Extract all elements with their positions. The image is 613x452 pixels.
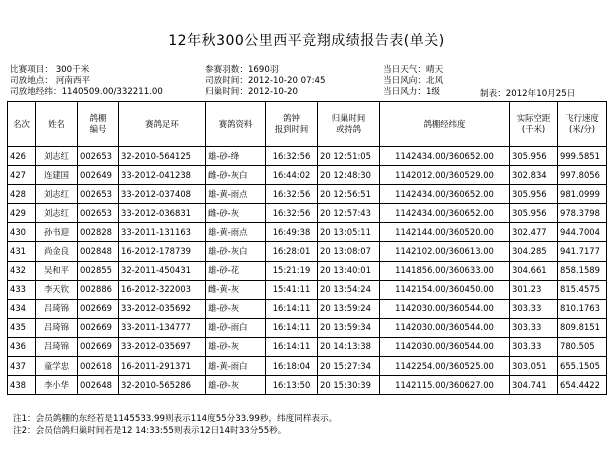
table-cell: 002618	[78, 357, 119, 376]
table-cell: 1142434.00/360652.00	[380, 185, 510, 204]
meta-weather: 当日天气：晴天	[383, 65, 444, 75]
table-cell: 301.23	[510, 280, 558, 299]
meta-wind-direction: 当日风向：北风	[383, 76, 444, 86]
col-distance: 实际空距 (千米)	[510, 102, 558, 147]
table-cell: 428	[8, 185, 36, 204]
table-cell: 002653	[78, 204, 119, 223]
table-cell: 吕琦锦	[36, 299, 78, 318]
table-row	[8, 376, 607, 395]
table-cell: 20 12:57:43	[318, 204, 380, 223]
table-cell: 20 13:08:07	[318, 242, 380, 261]
table-cell: 437	[8, 357, 36, 376]
col-rank: 名次	[8, 102, 36, 147]
table-cell: 303.33	[510, 318, 558, 337]
table-cell: 15:21:19	[266, 261, 318, 280]
table-cell: 433	[8, 280, 36, 299]
table-cell: 302.477	[510, 223, 558, 242]
meta-release-time: 司放时间：2012-10-20 07:45	[205, 76, 326, 86]
table-cell: 1142012.00/360529.00	[380, 166, 510, 185]
table-cell: 002848	[78, 242, 119, 261]
table-cell: 1142102.00/360613.00	[380, 242, 510, 261]
table-cell: 809.8151	[558, 318, 607, 337]
table-cell: 1142030.00/360544.00	[380, 299, 510, 318]
table-cell: 430	[8, 223, 36, 242]
table-cell: 刘志红	[36, 185, 78, 204]
table-cell: 002669	[78, 337, 119, 356]
table-cell: 雄-砂-灰	[206, 376, 266, 395]
table-cell: 304.661	[510, 261, 558, 280]
table-cell: 1141856.00/360633.00	[380, 261, 510, 280]
table-cell: 1142030.00/360544.00	[380, 337, 510, 356]
table-cell: 654.4422	[558, 376, 607, 395]
table-cell: 20 15:27:34	[318, 357, 380, 376]
table-cell: 429	[8, 204, 36, 223]
table-cell: 1142030.00/360544.00	[380, 318, 510, 337]
table-cell: 雌-砂-灰	[206, 204, 266, 223]
table-cell: 002649	[78, 166, 119, 185]
table-cell: 303.33	[510, 299, 558, 318]
table-cell: 780.505	[558, 337, 607, 356]
table-cell: 303.051	[510, 357, 558, 376]
table-cell: 雄-砂-雨白	[206, 318, 266, 337]
table-cell: 002855	[78, 261, 119, 280]
table-row	[8, 204, 607, 223]
table-row	[8, 147, 607, 166]
table-row	[8, 242, 607, 261]
table-cell: 15:41:11	[266, 280, 318, 299]
table-cell: 997.8056	[558, 166, 607, 185]
table-cell: 427	[8, 166, 36, 185]
meta-right	[383, 65, 443, 98]
table-cell: 16:14:11	[266, 299, 318, 318]
table-cell: 33-2012-037408	[119, 185, 206, 204]
table-row	[8, 261, 607, 280]
table-cell: 426	[8, 147, 36, 166]
footnote-2: 注2：会员信鸽归巢时间若是12 14:33:55则表示12日14时33分55秒。	[13, 426, 287, 436]
table-cell: 981.0999	[558, 185, 607, 204]
table-cell: 雄-黄-雨点	[206, 223, 266, 242]
table-cell: 1142254.00/360525.00	[380, 357, 510, 376]
table-cell: 16:14:11	[266, 318, 318, 337]
table-cell: 305.956	[510, 204, 558, 223]
table-cell: 33-2012-035697	[119, 337, 206, 356]
table-cell: 999.5851	[558, 147, 607, 166]
table-cell: 雌-砂-灰白	[206, 166, 266, 185]
table-row	[8, 166, 607, 185]
table-cell: 33-2012-035692	[119, 299, 206, 318]
table-cell: 20 12:56:51	[318, 185, 380, 204]
table-cell: 32-2010-565286	[119, 376, 206, 395]
table-cell: 1142434.00/360652.00	[380, 204, 510, 223]
table-cell: 432	[8, 261, 36, 280]
table-cell: 连建国	[36, 166, 78, 185]
table-cell: 雌-黄-灰	[206, 280, 266, 299]
table-cell: 33-2012-041238	[119, 166, 206, 185]
col-arrival: 归巢时间 或持鸽	[318, 102, 380, 147]
table-cell: 1142115.00/360627.00	[380, 376, 510, 395]
table-cell: 002653	[78, 147, 119, 166]
table-cell: 002653	[78, 185, 119, 204]
table-cell: 李天钦	[36, 280, 78, 299]
table-cell: 002669	[78, 318, 119, 337]
table-cell: 16:32:56	[266, 147, 318, 166]
table-cell: 20 12:51:05	[318, 147, 380, 166]
table-cell: 孙书迎	[36, 223, 78, 242]
table-cell: 438	[8, 376, 36, 395]
table-cell: 吕琦锦	[36, 337, 78, 356]
table-cell: 305.956	[510, 185, 558, 204]
table-row	[8, 223, 607, 242]
meta-wind-force: 当日风力：1级	[383, 87, 441, 97]
table-cell: 002669	[78, 299, 119, 318]
footnote-1: 注1：会员鸽棚的东经若是1145533.99则表示114度55分33.99秒，纬度同样表示。	[13, 414, 338, 424]
table-cell: 1142434.00/360652.00	[380, 147, 510, 166]
meta-entries: 参赛羽数：1690羽	[205, 65, 279, 75]
table-cell: 20 13:05:11	[318, 223, 380, 242]
table-cell: 16:49:38	[266, 223, 318, 242]
report-title: 12年秋300公里西平竞翔成绩报告表(单关)	[168, 33, 445, 49]
col-speed: 飞行速度 (米/分)	[558, 102, 607, 147]
table-cell: 815.4575	[558, 280, 607, 299]
col-name: 姓名	[36, 102, 78, 147]
table-cell: 20 15:30:39	[318, 376, 380, 395]
table-cell: 655.1505	[558, 357, 607, 376]
table-cell: 雄-黄-雨点	[206, 185, 266, 204]
table-cell: 20 13:40:01	[318, 261, 380, 280]
meta-event: 比赛项目： 300千米	[10, 65, 90, 75]
table-cell: 20 12:48:30	[318, 166, 380, 185]
meta-return-time: 归巢时间：2012-10-20	[205, 87, 298, 97]
meta-release-coords: 司放地经纬：1140509.00/332211.00	[10, 87, 163, 97]
report-date: 制表：2012年10月25日	[480, 89, 576, 99]
table-cell: 16-2012-322003	[119, 280, 206, 299]
table-cell: 435	[8, 318, 36, 337]
table-cell: 20 13:59:34	[318, 318, 380, 337]
table-cell: 16:13:50	[266, 376, 318, 395]
table-cell: 32-2011-450431	[119, 261, 206, 280]
table-cell: 436	[8, 337, 36, 356]
table-cell: 304.285	[510, 242, 558, 261]
table-cell: 858.1589	[558, 261, 607, 280]
table-cell: 002828	[78, 223, 119, 242]
meta-left	[10, 65, 163, 98]
table-cell: 雄-砂-绛	[206, 147, 266, 166]
table-cell: 16:18:04	[266, 357, 318, 376]
table-cell: 雄-砂-灰	[206, 299, 266, 318]
meta-middle	[205, 65, 325, 98]
table-cell: 童学忠	[36, 357, 78, 376]
table-row	[8, 337, 607, 356]
table-cell: 1142154.00/360450.00	[380, 280, 510, 299]
table-cell: 刘志红	[36, 204, 78, 223]
table-cell: 李小华	[36, 376, 78, 395]
table-header-row	[8, 102, 607, 147]
table-row	[8, 299, 607, 318]
table-cell: 32-2010-564125	[119, 147, 206, 166]
table-cell: 431	[8, 242, 36, 261]
results-table	[7, 101, 607, 395]
table-cell: 20 13:54:24	[318, 280, 380, 299]
table-cell: 雄-砂-花	[206, 261, 266, 280]
table-cell: 尚金良	[36, 242, 78, 261]
table-row	[8, 357, 607, 376]
table-cell: 16:14:11	[266, 337, 318, 356]
table-cell: 16:32:56	[266, 204, 318, 223]
table-cell: 吕琦锦	[36, 318, 78, 337]
table-cell: 16:28:01	[266, 242, 318, 261]
col-coords: 鸽棚经纬度	[380, 102, 510, 147]
table-row	[8, 318, 607, 337]
table-cell: 941.7177	[558, 242, 607, 261]
table-cell: 20 14:13:38	[318, 337, 380, 356]
table-cell: 1142144.00/360520.00	[380, 223, 510, 242]
table-cell: 33-2012-036831	[119, 204, 206, 223]
col-ring: 赛鸽足环	[119, 102, 206, 147]
table-cell: 20 13:59:24	[318, 299, 380, 318]
table-cell: 303.33	[510, 337, 558, 356]
table-cell: 33-2011-131163	[119, 223, 206, 242]
table-cell: 302.834	[510, 166, 558, 185]
table-cell: 雄-砂-灰	[206, 337, 266, 356]
table-cell: 吴和平	[36, 261, 78, 280]
table-cell: 雄-砂-灰白	[206, 242, 266, 261]
table-row	[8, 185, 607, 204]
table-cell: 33-2011-134777	[119, 318, 206, 337]
table-cell: 刘志红	[36, 147, 78, 166]
table-cell: 978.3798	[558, 204, 607, 223]
table-row	[8, 280, 607, 299]
footnotes	[13, 413, 337, 437]
table-cell: 雄-黄-雨白	[206, 357, 266, 376]
col-bird-info: 赛鸽资料	[206, 102, 266, 147]
meta-release-site: 司放地点： 河南西平	[10, 76, 91, 86]
table-cell: 002886	[78, 280, 119, 299]
table-cell: 434	[8, 299, 36, 318]
table-cell: 304.741	[510, 376, 558, 395]
table-cell: 16-2011-291371	[119, 357, 206, 376]
col-clock-time: 鸽钟 报到时间	[266, 102, 318, 147]
table-cell: 16:32:56	[266, 185, 318, 204]
table-cell: 810.1763	[558, 299, 607, 318]
table-cell: 305.956	[510, 147, 558, 166]
table-cell: 002648	[78, 376, 119, 395]
table-cell: 16:44:02	[266, 166, 318, 185]
col-loft-id: 鸽棚 编号	[78, 102, 119, 147]
table-cell: 16-2012-178739	[119, 242, 206, 261]
table-cell: 944.7004	[558, 223, 607, 242]
